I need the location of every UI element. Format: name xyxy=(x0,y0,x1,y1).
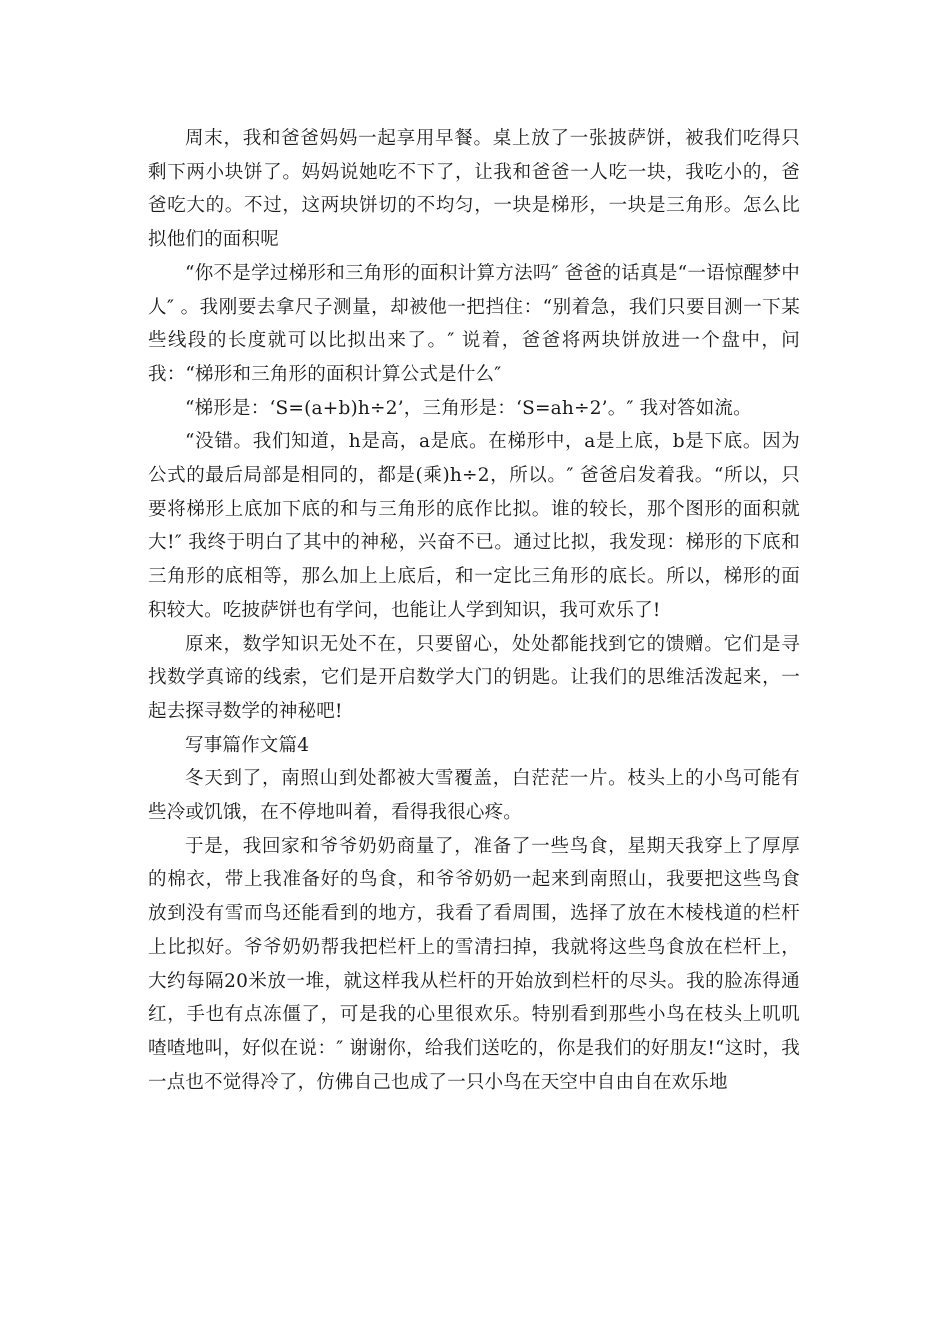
paragraph: “你不是学过梯形和三角形的面积计算方法吗″ 爸爸的话真是“一语惊醒梦中人″ 。我刚要去拿尺子测量，却被他一把挡住：“别着急，我们只要目测一下某些线段的长度就可以比拟出来了。″ 说着，爸爸将两块饼放进一个盘中，问我：“梯形和三角形的面积计算公式是什么″ xyxy=(148,262,800,385)
paragraph: 冬天到了，南照山到处都被大雪覆盖，白茫茫一片。枝头上的小鸟可能有些冷或饥饿，在不停地叫着，看得我很心疼。 xyxy=(148,768,800,824)
paragraph: 周末，我和爸爸妈妈一起享用早餐。桌上放了一张披萨饼，被我们吃得只剩下两小块饼了。妈妈说她吃不下了，让我和爸爸一人吃一块，我吃小的，爸爸吃大的。不过，这两块饼切的不均匀，一块是梯形，一块是三角形。怎么比拟他们的面积呢 xyxy=(148,128,800,251)
paragraph: 于是，我回家和爷爷奶奶商量了，准备了一些鸟食，星期天我穿上了厚厚的棉衣，带上我准备好的鸟食，和爷爷奶奶一起来到南照山，我要把这些鸟食放到没有雪而鸟还能看到的地方，我看了看周围，选择了放在木棱栈道的栏杆上比拟好。爷爷奶奶帮我把栏杆上的雪清扫掉，我就将这些鸟食放在栏杆上，大约每隔20米放一堆，就这样我从栏杆的开始放到栏杆的尽头。我的脸冻得通红，手也有点冻僵了，可是我的心里很欢乐。特别看到那些小鸟在枝头上叽叽喳喳地叫，好似在说：″ 谢谢你，给我们送吃的，你是我们的好朋友!“这时，我一点也不觉得冷了，仿佛自己也成了一只小鸟在天空中自由自在欢乐地 xyxy=(148,835,800,1093)
paragraph: “梯形是：‘S=(a+b)h÷2’，三角形是：‘S=ah÷2’。″ 我对答如流。 xyxy=(185,397,752,419)
paragraph: “没错。我们知道，h是高，a是底。在梯形中，a是上底，b是下底。因为公式的最后局部是相同的，都是(乘)h÷2，所以。″ 爸爸启发着我。“所以，只要将梯形上底加下底的和与三角形的底作比拟。谁的较长，那个图形的面积就大!″ 我终于明白了其中的神秘，兴奋不已。通过比拟，我发现：梯形的下底和三角形的底相等，那么加上上底后，和一定比三角形的底长。所以，梯形的面积较大。吃披萨饼也有学问，也能让人学到知识，我可欢乐了! xyxy=(148,431,800,621)
document-body xyxy=(148,122,800,1099)
section-heading: 写事篇作文篇4 xyxy=(185,734,310,756)
paragraph: 原来，数学知识无处不在，只要留心，处处都能找到它的馈赠。它们是寻找数学真谛的线索，它们是开启数学大门的钥匙。让我们的思维活泼起来，一起去探寻数学的神秘吧! xyxy=(148,633,800,722)
